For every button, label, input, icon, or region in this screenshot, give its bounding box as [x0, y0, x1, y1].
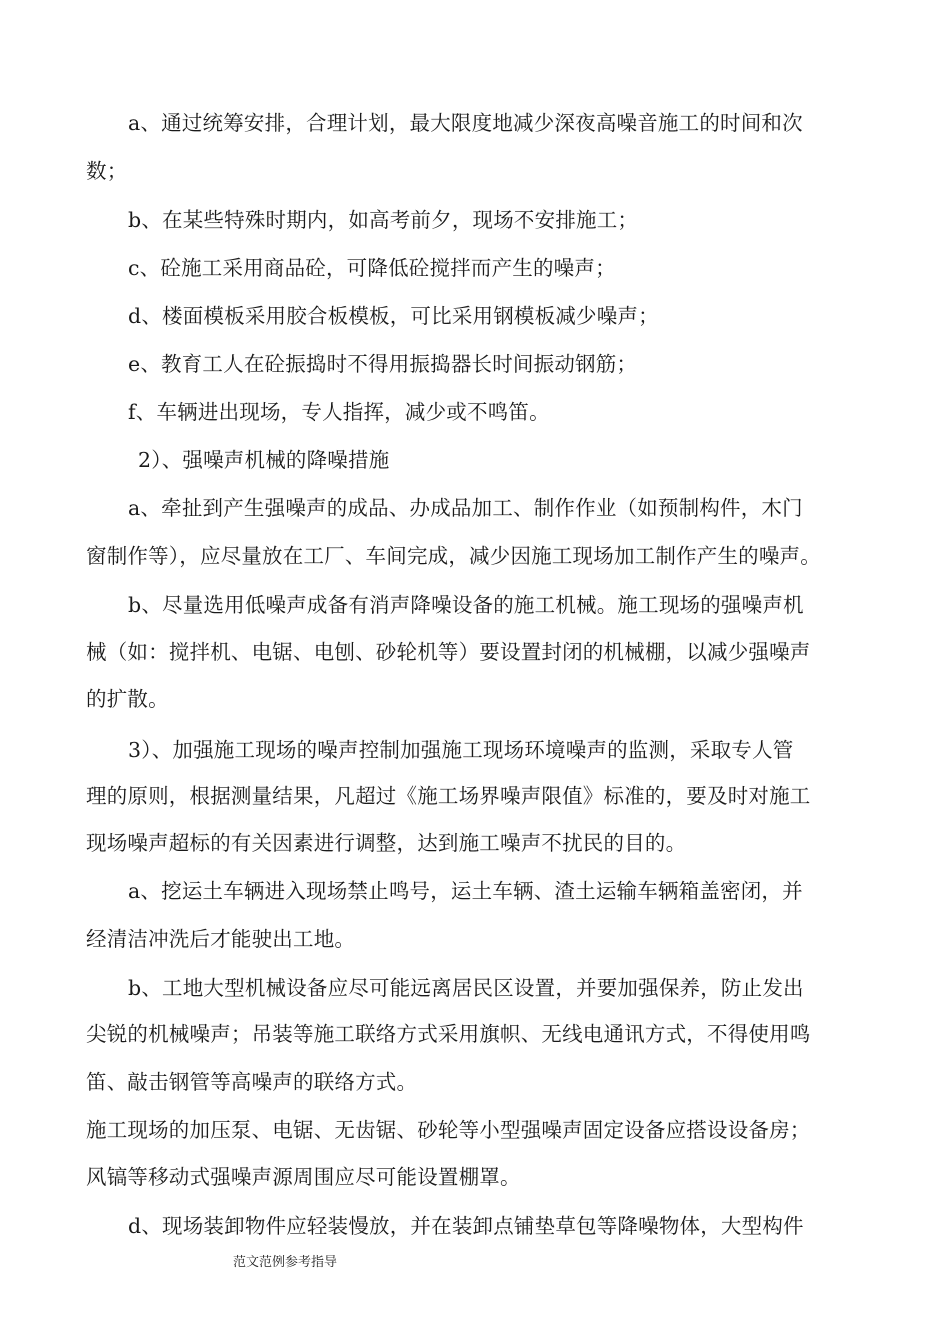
text-line: 理的原则，根据测量结果，凡超过《施工场界噪声限值》标准的，要及时对施工	[86, 784, 811, 808]
section-heading: 3）、加强施工现场的噪声控制加强施工现场环境噪声的监测，采取专人管	[128, 738, 794, 762]
text-line: 笛、敲击钢管等高噪声的联络方式。	[86, 1070, 418, 1094]
text-line: d、现场装卸物件应轻装慢放，并在装卸点铺垫草包等降噪物体，大型构件	[128, 1214, 804, 1238]
text-line: a、通过统筹安排，合理计划，最大限度地减少深夜高噪音施工的时间和次	[128, 111, 803, 135]
text-line: 施工现场的加压泵、电锯、无齿锯、砂轮等小型强噪声固定设备应搭设设备房；	[86, 1118, 811, 1142]
text-line: a、牵扯到产生强噪声的成品、办成品加工、制作作业（如预制构件，木门	[128, 496, 803, 520]
text-line: 风镐等移动式强噪声源周围应尽可能设置棚罩。	[86, 1165, 521, 1189]
page-footer: 范文范例参考指导	[233, 1255, 338, 1270]
text-line: b、在某些特殊时期内，如高考前夕，现场不安排施工；	[128, 208, 639, 232]
text-line: a、挖运土车辆进入现场禁止鸣号，运土车辆、渣土运输车辆箱盖密闭，并	[128, 879, 803, 903]
text-line: 经清洁冲洗后才能驶出工地。	[86, 927, 356, 951]
text-line: e、教育工人在砼振捣时不得用振捣器长时间振动钢筋；	[128, 352, 638, 376]
text-line: 数；	[86, 159, 128, 183]
text-line: 尖锐的机械噪声；吊装等施工联络方式采用旗帜、无线电通讯方式，不得使用鸣	[86, 1022, 811, 1046]
text-line: d、楼面模板采用胶合板模板，可比采用钢模板减少噪声；	[128, 304, 659, 328]
text-line: b、工地大型机械设备应尽可能远离居民区设置，并要加强保养，防止发出	[128, 976, 804, 1000]
text-line: f、车辆进出现场，专人指挥，减少或不鸣笛。	[128, 400, 550, 424]
text-line: b、尽量选用低噪声成备有消声降噪设备的施工机械。施工现场的强噪声机	[128, 593, 804, 617]
text-line: 窗制作等），应尽量放在工厂、车间完成，减少因施工现场加工制作产生的噪声。	[86, 544, 821, 568]
text-line: 现场噪声超标的有关因素进行调整，达到施工噪声不扰民的目的。	[86, 831, 687, 855]
text-line: 的扩散。	[86, 687, 169, 711]
section-heading: 2）、强噪声机械的降噪措施	[138, 448, 390, 472]
text-line: c、砼施工采用商品砼，可降低砼搅拌而产生的噪声；	[128, 256, 616, 280]
text-line: 械（如：搅拌机、电锯、电刨、砂轮机等）要设置封闭的机械棚，以减少强噪声	[86, 640, 811, 664]
